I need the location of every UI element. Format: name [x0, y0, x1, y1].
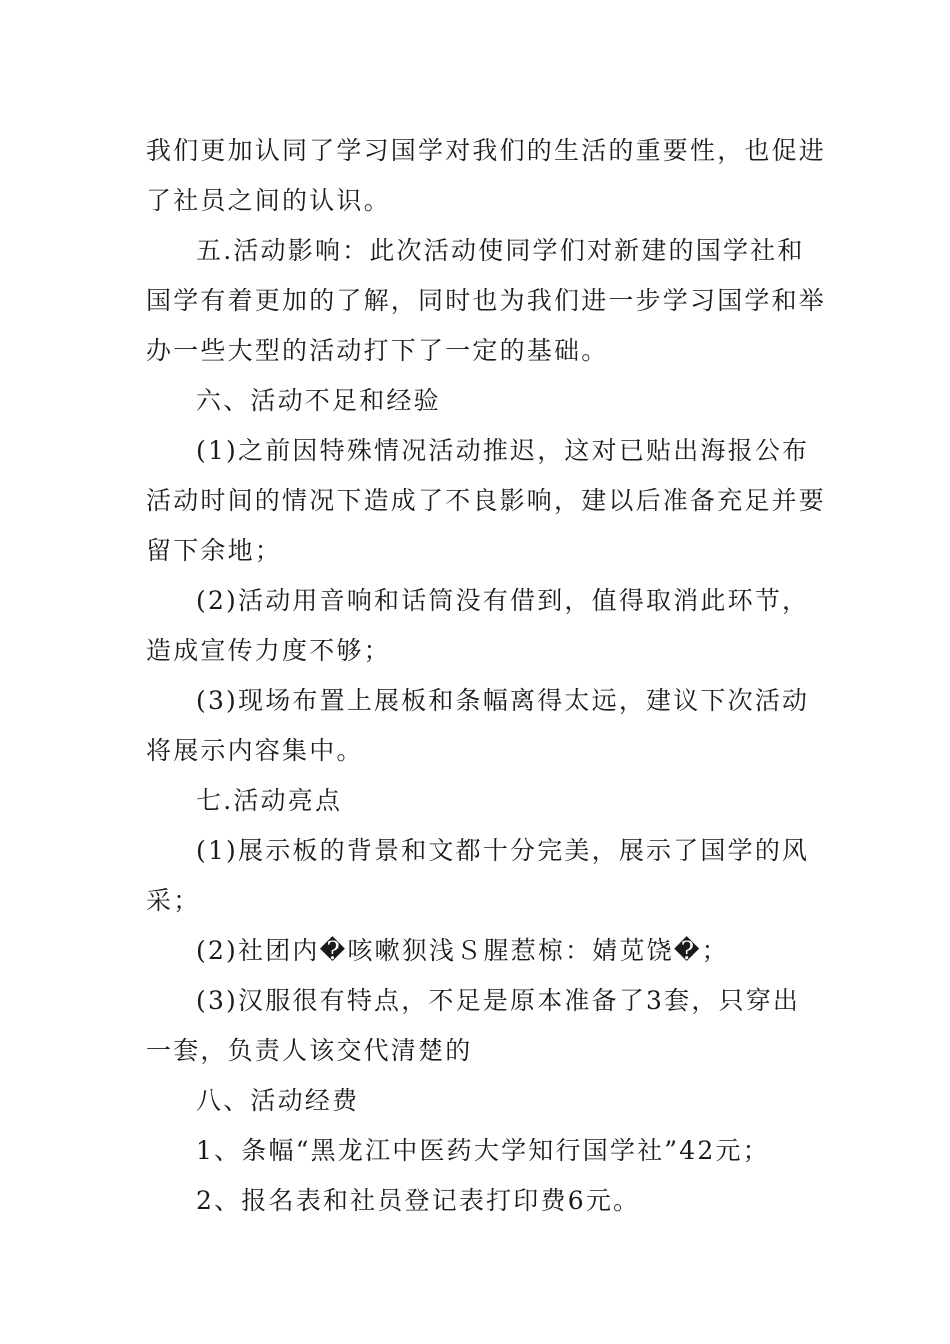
- text-line: 2、报名表和社员登记表打印费6元。: [196, 1186, 641, 1215]
- text-line: 造成宣传力度不够；: [146, 636, 391, 665]
- text-line: 办一些大型的活动打下了一定的基础。: [146, 336, 609, 365]
- document-body: [146, 126, 827, 1226]
- text-line: 了社员之间的认识。: [146, 186, 391, 215]
- text-line: 国学有着更加的了解，同时也为我们进一步学习国学和举: [146, 286, 827, 315]
- text-line: 将展示内容集中。: [146, 736, 364, 765]
- text-line: 我们更加认同了学习国学对我们的生活的重要性，也促进: [146, 136, 827, 165]
- section-heading: 七.活动亮点: [196, 786, 343, 815]
- section-heading: 六、活动不足和经验: [196, 386, 441, 415]
- text-line: 五.活动影响：此次活动使同学们对新建的国学社和: [196, 236, 805, 265]
- text-line: 采；: [146, 886, 201, 915]
- text-line: (1)展示板的背景和文都十分完美，展示了国学的风: [196, 836, 810, 865]
- text-line: 1、条幅“黑龙江中医药大学知行国学社”42元；: [196, 1136, 770, 1165]
- text-line: 一套，负责人该交代清楚的: [146, 1036, 473, 1065]
- text-line: (2)活动用音响和话筒没有借到，值得取消此环节，: [196, 586, 810, 615]
- text-line: 留下余地；: [146, 536, 283, 565]
- text-line: (2)社团内�咳嗽狈浅Ｓ腥惹椋：婧苋饶�；: [196, 936, 729, 965]
- text-line: 活动时间的情况下造成了不良影响，建以后准备充足并要: [146, 486, 827, 515]
- text-line: (3)现场布置上展板和条幅离得太远，建议下次活动: [196, 686, 810, 715]
- text-line: (1)之前因特殊情况活动推迟，这对已贴出海报公布: [196, 436, 810, 465]
- text-line: (3)汉服很有特点，不足是原本准备了3套，只穿出: [196, 986, 801, 1015]
- section-heading: 八、活动经费: [196, 1086, 360, 1115]
